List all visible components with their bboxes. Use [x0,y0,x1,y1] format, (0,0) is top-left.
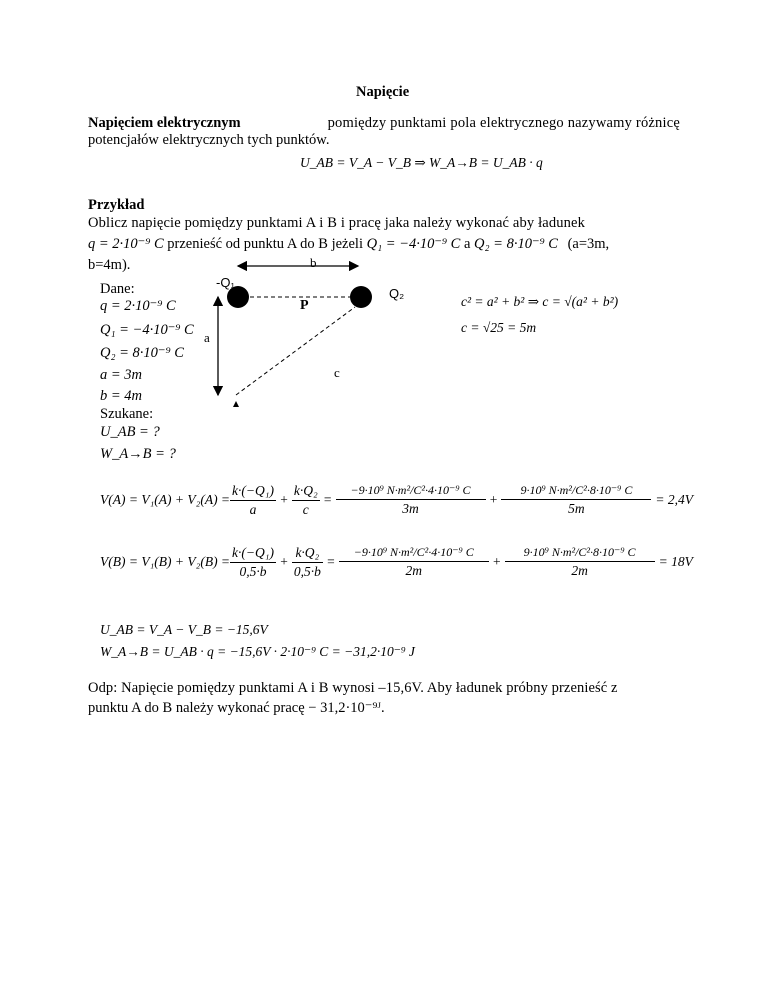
definition [88,115,680,149]
vb-equation: V(B) = V₁(B) + V₂(B) = $\frac{\text{k·(−Q₁)}}{0,5\cdot b}$ + $\frac{\text{k·Q₂}}{0,5\cdot b}$ = $\frac{\text{−9·10⁹ N·m²/C²·4·10⁻⁹ C}}{2m}$ + $\frac{\text{9·10⁹ N·m²/C²·8·10⁻⁹ C}}{2m}$ = 18V [100,544,693,579]
va-term1 [230,483,276,518]
va-term2-num: k·Q₂ [292,483,320,501]
label-b: b [310,255,317,270]
vb-term2 [292,545,323,580]
charge-q2 [350,286,372,308]
label-a: a [204,330,210,345]
example-q: q = 2·10⁻⁹ C [88,236,164,252]
va-term1-den: a [249,501,257,517]
vb-term1-den: 0,5·b [239,563,267,579]
vb-lhs: V(B) = V₁(B) + V₂(B) = [100,554,231,569]
definition-line2: potencjałów elektrycznych tych punktów. [88,132,330,148]
given-label: Dane: [100,281,135,297]
definition-rest: pomiędzy punktami pola elektrycznego nazywamy różnicę [327,115,680,131]
vb-term1-num: k·(−Q₁) [230,545,276,563]
va-fraction1-num: −9·10⁹ N·m²/C²·4·10⁻⁹ C [336,483,486,500]
example-line2-text: przenieść od punktu A do B jeżeli [167,236,363,252]
va-lhs: V(A) = V₁(A) + V₂(A) = [100,492,231,507]
vb-term1 [230,545,276,580]
label-p: P [300,298,309,313]
given-q2: Q₂ = 8·10⁻⁹ C [100,345,184,361]
vb-fraction2-den: 2m [571,563,588,578]
vb-fraction2 [505,545,655,579]
label-q1: -Q₁ [216,275,235,290]
sought-label: Szukane: [100,406,154,422]
example-q2: Q₂ = 8·10⁻⁹ C [474,236,558,252]
example-a: a [463,236,471,252]
example-line2 [88,236,609,253]
vb-fraction1 [339,545,489,579]
pythagoras-line2: c = √25 = 5m [461,320,537,335]
vb-result: = 18V [658,554,693,569]
answer-line1: Odp: Napięcie pomiędzy punktami A i B wynosi –15,6V. Aby ładunek próbny przenieść z [88,680,618,696]
result-wab: W_A→B = U_AB · q = −15,6V · 2·10⁻⁹ C = −31,2·10⁻⁹ J [100,644,415,659]
given-a: a = 3m [100,367,143,383]
given-b: b = 4m [100,388,143,404]
page-title: Napięcie [356,84,410,100]
va-term2 [292,483,320,518]
definition-term: Napięciem elektrycznym [88,115,241,131]
point-b-marker [233,401,239,407]
given-q1: Q₁ = −4·10⁻⁹ C [100,322,194,338]
vb-term2-num: k·Q₂ [292,545,323,563]
example-line1: Oblicz napięcie pomiędzy punktami A i B i pracę jaka należy wykonać aby ładunek [88,215,586,231]
va-result: = 2,4V [655,492,694,507]
va-term1-num: k·(−Q₁) [230,483,276,501]
result-uab: U_AB = V_A − V_B = −15,6V [100,622,268,637]
pythagoras-line1: c² = a² + b² ⇒ c = √(a² + b²) [461,294,619,309]
sought-uab: U_AB = ? [100,424,160,440]
va-fraction1 [336,483,486,517]
vb-term2-den: 0,5·b [293,563,321,579]
label-q2: Q₂ [389,286,405,301]
example-line3: b=4m). [88,257,131,273]
example-q1: Q₁ = −4·10⁻⁹ C [366,236,461,252]
vb-fraction1-den: 2m [405,563,422,578]
dashed-line-c [236,307,355,395]
va-equation: V(A) = V₁(A) + V₂(A) = $\frac{\text{k·(−Q₁)}}{a}$ + $\frac{\text{k·Q₂}}{c}$ = $\frac{\text{−9·10⁹ N·m²/C²·4·10⁻⁹ C}}{3m}$ + $\frac{\text{9·10⁹ N·m²/C²·8·10⁻⁹ C}}{5m}$ = 2,4V [100,482,694,517]
vb-fraction1-num: −9·10⁹ N·m²/C²·4·10⁻⁹ C [339,545,489,562]
example-params: (a=3m, [567,236,610,252]
label-c: c [334,365,340,380]
va-term2-den: c [302,501,309,517]
example-heading: Przykład [88,197,145,213]
va-fraction2-den: 5m [568,501,585,516]
main-formula: U_AB = V_A − V_B ⇒ W_A→B = U_AB · q [300,155,543,170]
va-fraction2-num: 9·10⁹ N·m²/C²·8·10⁻⁹ C [501,483,651,500]
va-fraction2 [501,483,651,517]
given-q: q = 2·10⁻⁹ C [100,298,176,314]
sought-wab: W_A→B = ? [100,446,176,462]
answer-line2: punktu A do B należy wykonać pracę − 31,2·10⁻⁹ᴶ. [88,700,385,716]
va-fraction1-den: 3m [402,501,419,516]
vb-fraction2-num: 9·10⁹ N·m²/C²·8·10⁻⁹ C [505,545,655,562]
